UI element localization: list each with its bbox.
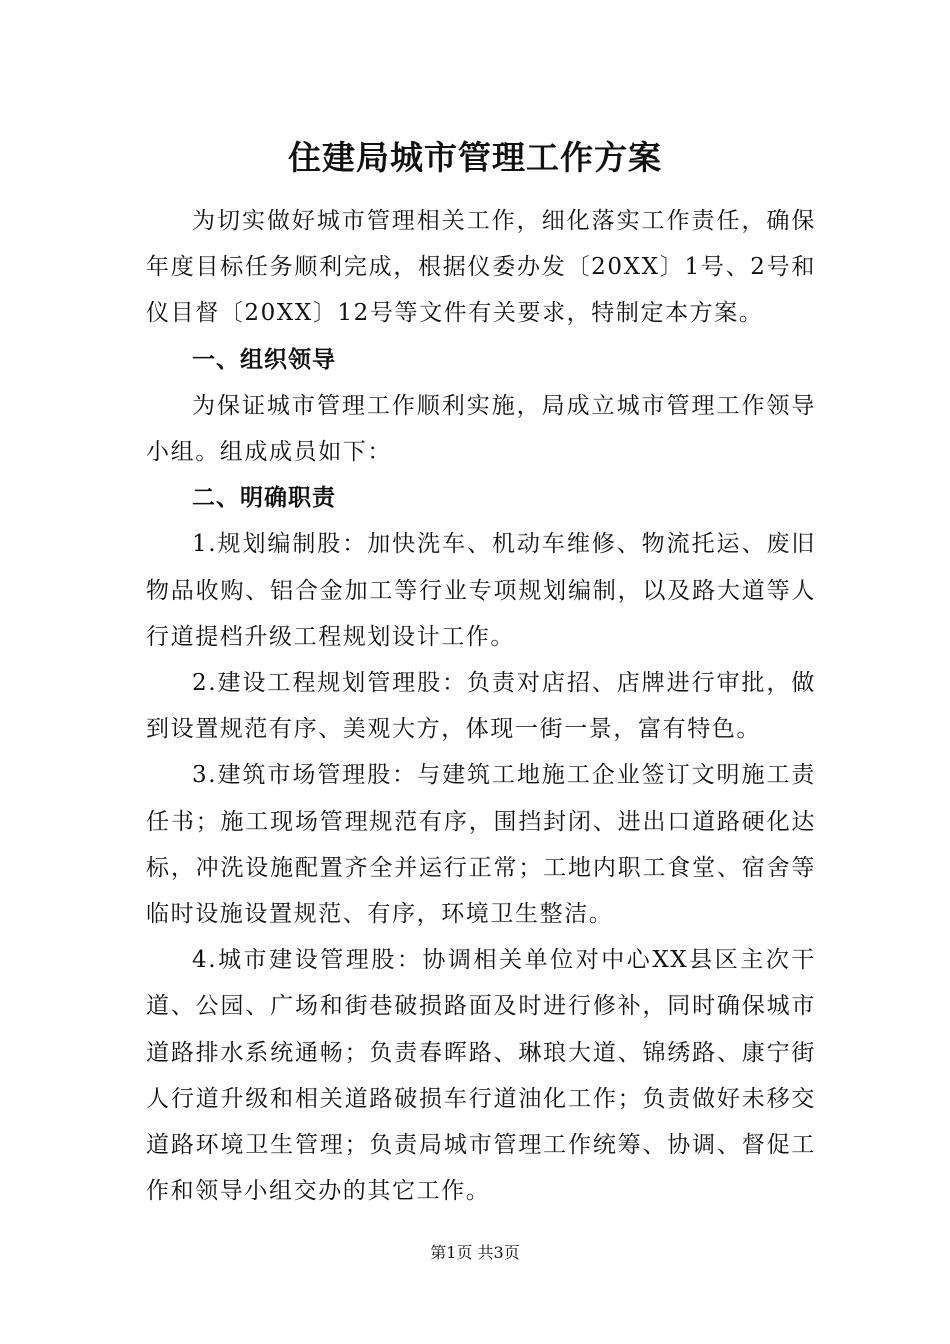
responsibility-item-3: 3.建筑市场管理股：与建筑工地施工企业签订文明施工责任书；施工现场管理规范有序，围挡封闭、进出口道路硬化达标，冲洗设施配置齐全并运行正常；工地内职工食堂、宿舍等临时设施设置规范、有序，环境卫生整洁。	[146, 762, 816, 928]
responsibility-item-2: 2.建设工程规划管理股：负责对店招、店牌进行审批，做到设置规范有序、美观大方，体现一街一景，富有特色。	[146, 670, 816, 743]
responsibility-item-1: 1.规划编制股：加快洗车、机动车维修、物流托运、废旧物品收购、铝合金加工等行业专项规划编制，以及路大道等人行道提档升级工程规划设计工作。	[146, 531, 816, 650]
responsibility-item-4: 4.城市建设管理股：协调相关单位对中心XX县区主次干道、公园、广场和街巷破损路面及时进行修补，同时确保城市道路排水系统通畅；负责春晖路、琳琅大道、锦绣路、康宁街人行道升级和相关道路破损车行道油化工作；负责做好未移交道路环境卫生管理；负责局城市管理工作统筹、协调、督促工作和领导小组交办的其它工作。	[146, 947, 816, 1205]
section-heading-responsibilities: 二、明确职责	[192, 485, 336, 512]
organization-paragraph: 为保证城市管理工作顺利实施，局成立城市管理工作领导小组。组成成员如下：	[146, 392, 816, 466]
page-footer: 第1页 共3页	[430, 1243, 520, 1262]
intro-paragraph: 为切实做好城市管理相关工作，细化落实工作责任，确保年度目标任务顺利完成，根据仪委办发〔20XX〕1号、2号和仪目督〔20XX〕12号等文件有关要求，特制定本方案。	[146, 208, 816, 327]
section-heading-organization: 一、组织领导	[192, 346, 336, 373]
document-title: 住建局城市管理工作方案	[288, 138, 662, 177]
document-body	[146, 198, 816, 1214]
